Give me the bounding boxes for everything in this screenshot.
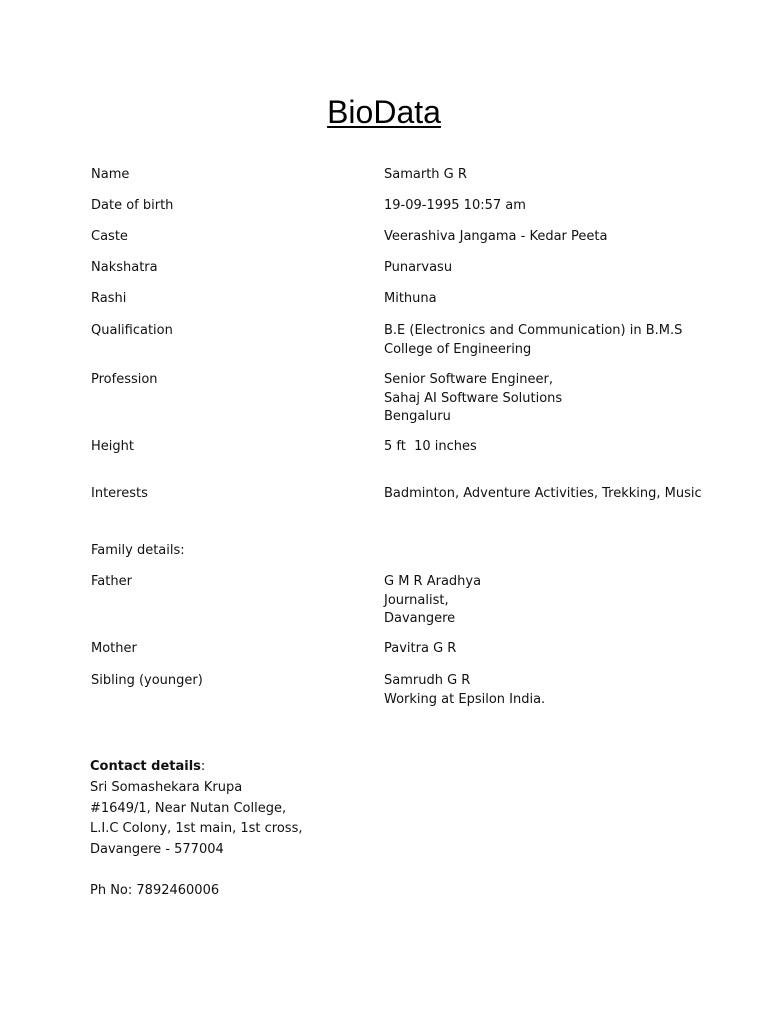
contact-heading: Contact details (90, 759, 201, 774)
rashi-value-line: Mithuna (384, 291, 437, 306)
contact-address-line: #1649/1, Near Nutan College, (90, 800, 287, 816)
contact-heading-colon: : (200, 759, 206, 774)
father-value (384, 573, 481, 629)
contact-address-line: Davangere - 577004 (90, 842, 224, 858)
profession-value-line: Bengaluru (384, 409, 451, 424)
mother-value-line: Pavitra G R (384, 641, 457, 656)
caste-value-line: Veerashiva Jangama - Kedar Peeta (384, 229, 608, 244)
family-details-heading: Family details: (91, 543, 185, 558)
father-value-line: Journalist, (384, 592, 449, 608)
height-value-line: 5 ft 10 inches (384, 439, 477, 454)
profession-value-line: Senior Software Engineer, (384, 372, 553, 387)
profession-label: Profession (91, 372, 158, 387)
name-label: Name (91, 167, 130, 182)
father-value-line: G M R Aradhya (384, 574, 482, 589)
profession-value-line: Sahaj AI Software Solutions (384, 390, 563, 406)
qualification-label: Qualification (91, 323, 173, 338)
sibling-value-line: Working at Epsilon India. (384, 691, 546, 707)
contact-block (90, 757, 302, 861)
height-label: Height (91, 439, 134, 454)
father-value-line: Davangere (384, 611, 456, 626)
page-title: BioData (327, 94, 441, 130)
name-value (384, 166, 467, 185)
interests-label: Interests (91, 486, 148, 501)
nakshatra-value-line: Punarvasu (384, 260, 453, 275)
dob-value (384, 197, 526, 216)
qualification-value-line: College of Engineering (384, 341, 532, 357)
father-label: Father (91, 574, 132, 589)
contact-address-line: L.I.C Colony, 1st main, 1st cross, (90, 821, 303, 837)
sibling-label: Sibling (younger) (91, 673, 203, 688)
nakshatra-value (384, 259, 452, 278)
contact-address-line: Sri Somashekara Krupa (90, 779, 243, 795)
rashi-label: Rashi (91, 291, 127, 306)
qualification-value-line: B.E (Electronics and Communication) in B.M.S (384, 323, 683, 338)
phone-number: Ph No: 7892460006 (90, 883, 220, 898)
qualification-value (384, 322, 682, 359)
profession-value (384, 371, 562, 427)
mother-value (384, 640, 456, 659)
dob-label: Date of birth (91, 198, 174, 213)
mother-label: Mother (91, 641, 137, 656)
sibling-value (384, 672, 545, 709)
height-value (384, 438, 477, 457)
sibling-value-line: Samrudh G R (384, 673, 471, 688)
interests-value (384, 485, 702, 504)
contact-heading-line (90, 757, 302, 778)
rashi-value (384, 290, 437, 309)
caste-label: Caste (91, 229, 128, 244)
name-value-line: Samarth G R (384, 167, 467, 182)
caste-value (384, 228, 607, 247)
interests-value-line: Badminton, Adventure Activities, Trekking, Music (384, 486, 702, 501)
dob-value-line: 19-09-1995 10:57 am (384, 198, 526, 213)
nakshatra-label: Nakshatra (91, 260, 158, 275)
